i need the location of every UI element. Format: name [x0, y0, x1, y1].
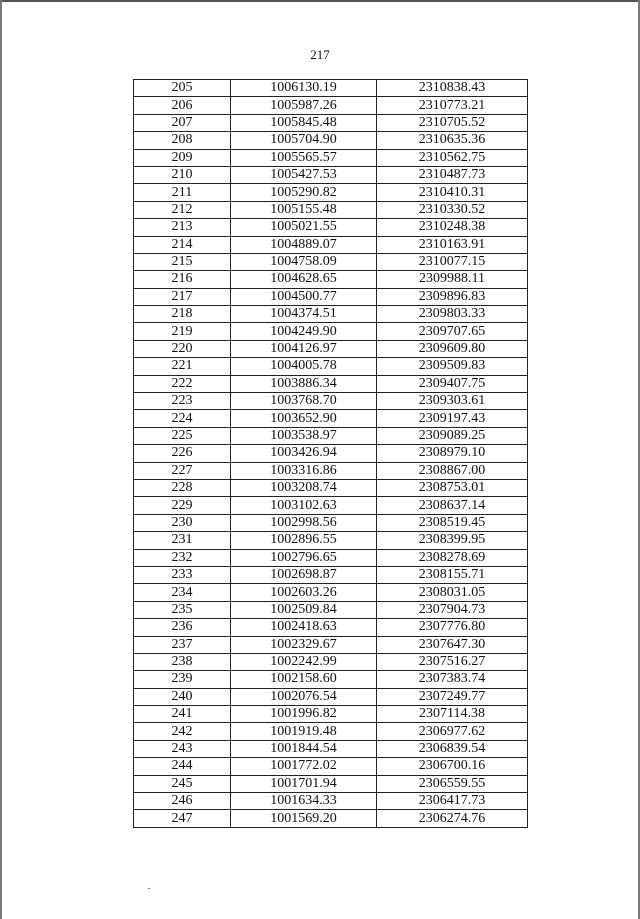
y-coordinate-cell: 2310487.73 [377, 166, 528, 183]
point-number-cell: 220 [134, 340, 231, 357]
table-row [134, 114, 528, 131]
x-coordinate-cell: 1004500.77 [231, 288, 377, 305]
y-coordinate-cell: 2309303.61 [377, 393, 528, 410]
point-number-cell: 213 [134, 219, 231, 236]
table-row [134, 149, 528, 166]
point-number-cell: 236 [134, 619, 231, 636]
x-coordinate-cell: 1005704.90 [231, 132, 377, 149]
table-row [134, 723, 528, 740]
y-coordinate-cell: 2309407.75 [377, 375, 528, 392]
y-coordinate-cell: 2310838.43 [377, 80, 528, 97]
y-coordinate-cell: 2308155.71 [377, 566, 528, 583]
x-coordinate-cell: 1005021.55 [231, 219, 377, 236]
y-coordinate-cell: 2309896.83 [377, 288, 528, 305]
x-coordinate-cell: 1002158.60 [231, 671, 377, 688]
table-row [134, 810, 528, 827]
table-row [134, 653, 528, 670]
table-row [134, 393, 528, 410]
y-coordinate-cell: 2306559.55 [377, 775, 528, 792]
x-coordinate-cell: 1005155.48 [231, 201, 377, 218]
point-number-cell: 212 [134, 201, 231, 218]
x-coordinate-cell: 1005565.57 [231, 149, 377, 166]
x-coordinate-cell: 1005290.82 [231, 184, 377, 201]
point-number-cell: 223 [134, 393, 231, 410]
point-number-cell: 229 [134, 497, 231, 514]
point-number-cell: 235 [134, 601, 231, 618]
point-number-cell: 208 [134, 132, 231, 149]
y-coordinate-cell: 2309803.33 [377, 306, 528, 323]
point-number-cell: 226 [134, 445, 231, 462]
x-coordinate-cell: 1001844.54 [231, 740, 377, 757]
y-coordinate-cell: 2307114.38 [377, 706, 528, 723]
x-coordinate-cell: 1003652.90 [231, 410, 377, 427]
point-number-cell: 221 [134, 358, 231, 375]
table-row [134, 375, 528, 392]
y-coordinate-cell: 2309509.83 [377, 358, 528, 375]
point-number-cell: 224 [134, 410, 231, 427]
x-coordinate-cell: 1003102.63 [231, 497, 377, 514]
x-coordinate-cell: 1002998.56 [231, 514, 377, 531]
coordinates-table-body [134, 80, 528, 828]
table-row [134, 566, 528, 583]
point-number-cell: 244 [134, 758, 231, 775]
x-coordinate-cell: 1005987.26 [231, 97, 377, 114]
table-row [134, 793, 528, 810]
y-coordinate-cell: 2307776.80 [377, 619, 528, 636]
x-coordinate-cell: 1004126.97 [231, 340, 377, 357]
table-row [134, 601, 528, 618]
table-row [134, 740, 528, 757]
y-coordinate-cell: 2307249.77 [377, 688, 528, 705]
x-coordinate-cell: 1002896.55 [231, 532, 377, 549]
table-row [134, 532, 528, 549]
table-row [134, 479, 528, 496]
point-number-cell: 225 [134, 427, 231, 444]
coordinates-table [133, 79, 528, 828]
x-coordinate-cell: 1003538.97 [231, 427, 377, 444]
y-coordinate-cell: 2306839.54 [377, 740, 528, 757]
y-coordinate-cell: 2308753.01 [377, 479, 528, 496]
y-coordinate-cell: 2308867.00 [377, 462, 528, 479]
table-row [134, 132, 528, 149]
x-coordinate-cell: 1005427.53 [231, 166, 377, 183]
point-number-cell: 238 [134, 653, 231, 670]
x-coordinate-cell: 1003886.34 [231, 375, 377, 392]
point-number-cell: 228 [134, 479, 231, 496]
x-coordinate-cell: 1002509.84 [231, 601, 377, 618]
y-coordinate-cell: 2308979.10 [377, 445, 528, 462]
y-coordinate-cell: 2308399.95 [377, 532, 528, 549]
y-coordinate-cell: 2308031.05 [377, 584, 528, 601]
point-number-cell: 234 [134, 584, 231, 601]
table-row [134, 636, 528, 653]
x-coordinate-cell: 1004758.09 [231, 253, 377, 270]
y-coordinate-cell: 2310163.91 [377, 236, 528, 253]
y-coordinate-cell: 2310410.31 [377, 184, 528, 201]
x-coordinate-cell: 1002698.87 [231, 566, 377, 583]
point-number-cell: 210 [134, 166, 231, 183]
table-row [134, 219, 528, 236]
table-row [134, 619, 528, 636]
y-coordinate-cell: 2307647.30 [377, 636, 528, 653]
point-number-cell: 245 [134, 775, 231, 792]
point-number-cell: 217 [134, 288, 231, 305]
point-number-cell: 215 [134, 253, 231, 270]
table-row [134, 323, 528, 340]
point-number-cell: 219 [134, 323, 231, 340]
table-row [134, 427, 528, 444]
point-number-cell: 233 [134, 566, 231, 583]
x-coordinate-cell: 1003426.94 [231, 445, 377, 462]
point-number-cell: 207 [134, 114, 231, 131]
table-row [134, 549, 528, 566]
page-number: 217 [310, 47, 330, 62]
table-row [134, 201, 528, 218]
x-coordinate-cell: 1001919.48 [231, 723, 377, 740]
point-number-cell: 206 [134, 97, 231, 114]
y-coordinate-cell: 2309089.25 [377, 427, 528, 444]
point-number-cell: 218 [134, 306, 231, 323]
y-coordinate-cell: 2307383.74 [377, 671, 528, 688]
point-number-cell: 216 [134, 271, 231, 288]
y-coordinate-cell: 2310248.38 [377, 219, 528, 236]
point-number-cell: 246 [134, 793, 231, 810]
y-coordinate-cell: 2310635.36 [377, 132, 528, 149]
y-coordinate-cell: 2306700.16 [377, 758, 528, 775]
point-number-cell: 239 [134, 671, 231, 688]
point-number-cell: 231 [134, 532, 231, 549]
table-row [134, 462, 528, 479]
table-row [134, 166, 528, 183]
point-number-cell: 227 [134, 462, 231, 479]
y-coordinate-cell: 2310562.75 [377, 149, 528, 166]
y-coordinate-cell: 2309609.80 [377, 340, 528, 357]
x-coordinate-cell: 1005845.48 [231, 114, 377, 131]
point-number-cell: 211 [134, 184, 231, 201]
table-row [134, 358, 528, 375]
x-coordinate-cell: 1006130.19 [231, 80, 377, 97]
point-number-cell: 241 [134, 706, 231, 723]
y-coordinate-cell: 2310705.52 [377, 114, 528, 131]
y-coordinate-cell: 2308278.69 [377, 549, 528, 566]
y-coordinate-cell: 2309197.43 [377, 410, 528, 427]
x-coordinate-cell: 1003316.86 [231, 462, 377, 479]
x-coordinate-cell: 1002076.54 [231, 688, 377, 705]
point-number-cell: 222 [134, 375, 231, 392]
table-row [134, 288, 528, 305]
table-row [134, 253, 528, 270]
point-number-cell: 205 [134, 80, 231, 97]
point-number-cell: 243 [134, 740, 231, 757]
x-coordinate-cell: 1001996.82 [231, 706, 377, 723]
y-coordinate-cell: 2306417.73 [377, 793, 528, 810]
y-coordinate-cell: 2306274.76 [377, 810, 528, 827]
x-coordinate-cell: 1001701.94 [231, 775, 377, 792]
table-row [134, 80, 528, 97]
x-coordinate-cell: 1001772.02 [231, 758, 377, 775]
y-coordinate-cell: 2308519.45 [377, 514, 528, 531]
table-row [134, 775, 528, 792]
x-coordinate-cell: 1001634.33 [231, 793, 377, 810]
page-border-top [0, 0, 640, 2]
point-number-cell: 237 [134, 636, 231, 653]
y-coordinate-cell: 2307516.27 [377, 653, 528, 670]
point-number-cell: 247 [134, 810, 231, 827]
table-row [134, 97, 528, 114]
y-coordinate-cell: 2307904.73 [377, 601, 528, 618]
page-border-left [0, 0, 2, 919]
point-number-cell: 232 [134, 549, 231, 566]
table-row [134, 671, 528, 688]
x-coordinate-cell: 1004005.78 [231, 358, 377, 375]
x-coordinate-cell: 1002418.63 [231, 619, 377, 636]
x-coordinate-cell: 1004249.90 [231, 323, 377, 340]
point-number-cell: 242 [134, 723, 231, 740]
x-coordinate-cell: 1001569.20 [231, 810, 377, 827]
table-row [134, 688, 528, 705]
table-row [134, 758, 528, 775]
x-coordinate-cell: 1003768.70 [231, 393, 377, 410]
point-number-cell: 209 [134, 149, 231, 166]
x-coordinate-cell: 1004889.07 [231, 236, 377, 253]
table-row [134, 410, 528, 427]
x-coordinate-cell: 1002329.67 [231, 636, 377, 653]
table-row [134, 236, 528, 253]
table-row [134, 184, 528, 201]
y-coordinate-cell: 2309988.11 [377, 271, 528, 288]
table-row [134, 706, 528, 723]
table-row [134, 584, 528, 601]
table-row [134, 340, 528, 357]
table-row [134, 514, 528, 531]
table-row [134, 445, 528, 462]
table-row [134, 271, 528, 288]
scan-mark [148, 888, 150, 889]
y-coordinate-cell: 2310077.15 [377, 253, 528, 270]
y-coordinate-cell: 2306977.62 [377, 723, 528, 740]
y-coordinate-cell: 2310330.52 [377, 201, 528, 218]
x-coordinate-cell: 1003208.74 [231, 479, 377, 496]
x-coordinate-cell: 1002796.65 [231, 549, 377, 566]
x-coordinate-cell: 1002603.26 [231, 584, 377, 601]
y-coordinate-cell: 2309707.65 [377, 323, 528, 340]
x-coordinate-cell: 1004374.51 [231, 306, 377, 323]
table-row [134, 497, 528, 514]
y-coordinate-cell: 2308637.14 [377, 497, 528, 514]
x-coordinate-cell: 1004628.65 [231, 271, 377, 288]
point-number-cell: 214 [134, 236, 231, 253]
y-coordinate-cell: 2310773.21 [377, 97, 528, 114]
point-number-cell: 240 [134, 688, 231, 705]
point-number-cell: 230 [134, 514, 231, 531]
table-row [134, 306, 528, 323]
x-coordinate-cell: 1002242.99 [231, 653, 377, 670]
